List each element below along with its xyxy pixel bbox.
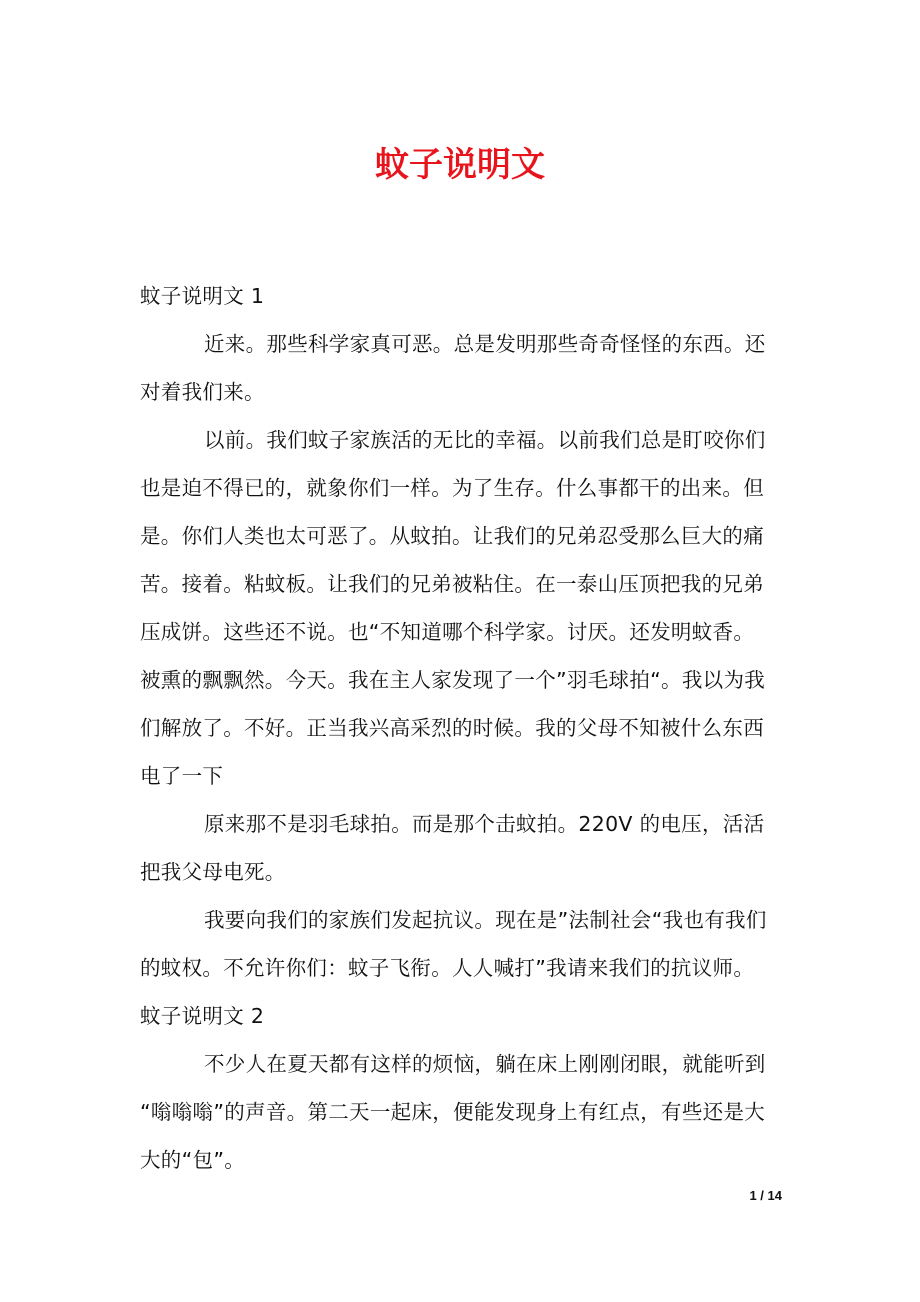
text-line: 被熏的飘飘然。今天。我在主人家发现了一个”羽毛球拍“。我以为我 xyxy=(140,668,766,692)
text-line: 们解放了。不好。正当我兴高采烈的时候。我的父母不知被什么东西 xyxy=(140,716,764,740)
text-line: 近来。那些科学家真可恶。总是发明那些奇奇怪怪的东西。还 xyxy=(204,332,766,356)
text-line: 以前。我们蚊子家族活的无比的幸福。以前我们总是盯咬你们 xyxy=(204,428,766,452)
text-line: 不少人在夏天都有这样的烦恼，躺在床上刚刚闭眼，就能听到 xyxy=(204,1052,766,1076)
document-title: 蚊子说明文 xyxy=(375,145,545,185)
text-line: 我要向我们的家族们发起抗议。现在是”法制社会“我也有我们 xyxy=(204,908,767,932)
text-line: 电了一下 xyxy=(140,764,224,788)
text-line: 大的“包”。 xyxy=(140,1148,246,1172)
text-line: 把我父母电死。 xyxy=(140,860,286,884)
text-line: 对着我们来。 xyxy=(140,380,265,404)
document-body xyxy=(140,272,785,1184)
page-number: 1 / 14 xyxy=(749,1188,782,1203)
text-line: “嗡嗡嗡”的声音。第二天一起床，便能发现身上有红点，有些还是大 xyxy=(140,1100,766,1124)
text-line: 也是迫不得已的，就象你们一样。为了生存。什么事都干的出来。但 xyxy=(140,476,764,500)
section-heading: 蚊子说明文 1 xyxy=(140,284,265,308)
section-heading: 蚊子说明文 2 xyxy=(140,1004,265,1028)
text-line: 苦。接着。粘蚊板。让我们的兄弟被粘住。在一泰山压顶把我的兄弟 xyxy=(140,572,764,596)
text-line: 的蚊权。不允许你们：蚊子飞衔。人人喊打”我请来我们的抗议师。 xyxy=(140,956,755,980)
text-line: 压成饼。这些还不说。也“不知道哪个科学家。讨厌。还发明蚊香。 xyxy=(140,620,755,644)
text-line: 原来那不是羽毛球拍。而是那个击蚊拍。220V 的电压，活活 xyxy=(204,812,765,836)
text-line: 是。你们人类也太可恶了。从蚊拍。让我们的兄弟忍受那么巨大的痛 xyxy=(140,524,764,548)
